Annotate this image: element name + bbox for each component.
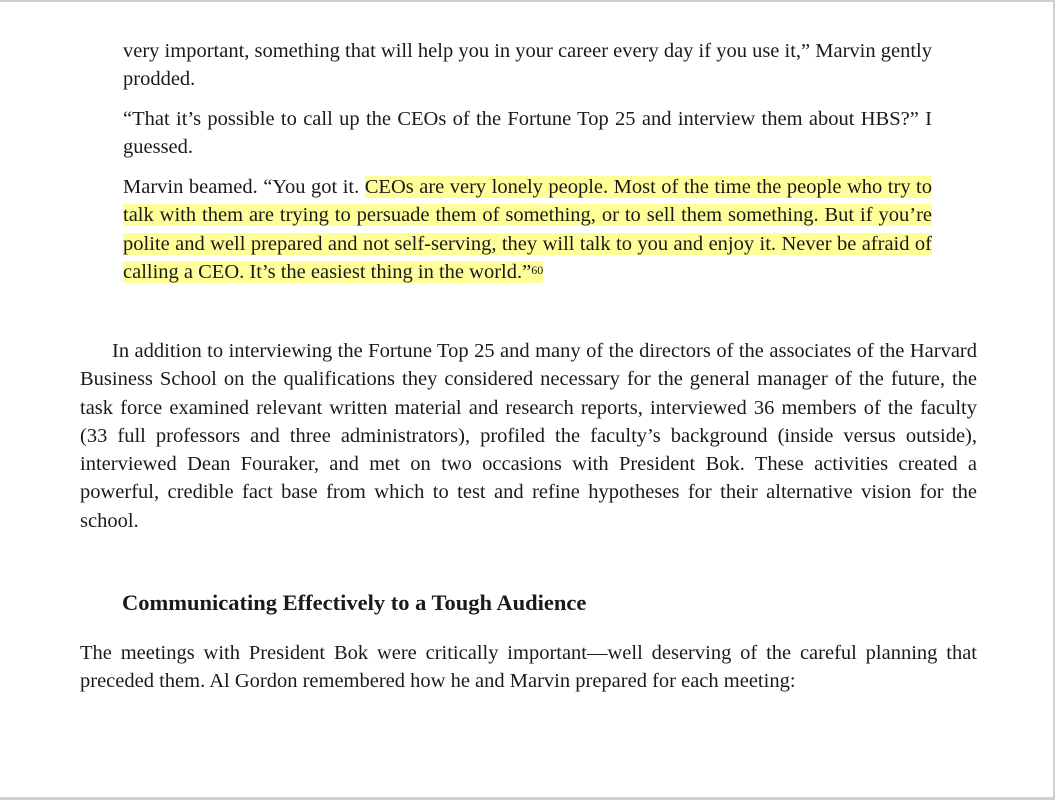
body-paragraph-2: The meetings with President Bok were critically important—well deserving of the careful planning that preceded them. Al Gordon remembered how he and Marvin prepared for each meeting: bbox=[80, 642, 977, 693]
highlighted-text: CEOs are very lonely people. Most of the time the people who try to talk with them are trying to persuade them of something, or to sell them something. But if you’re polite and well prepared and not self-serving, they will talk to you and enjoy it. Never be afraid of calling a CEO. It’s the easiest thing in the world.” bbox=[123, 176, 933, 283]
section-heading: Communicating Effectively to a Tough Audience bbox=[122, 590, 587, 615]
quote-paragraph-1: very important, something that will help you in your career every day if you use it,” Marvin gently prodded. bbox=[123, 40, 932, 91]
quote-lead-text: Marvin beamed. “You got it. bbox=[123, 176, 365, 198]
footnote-marker[interactable]: 60 bbox=[531, 262, 544, 277]
body-paragraph-1: In addition to interviewing the Fortune Top 25 and many of the directors of the associates of the Harvard Business School on the qualifications they considered necessary for the general manager of the future, the task force examined relevant written material and research reports, interviewed 36 members of the faculty (33 full professors and three administrators), profiled the faculty’s background (inside versus outside), interviewed Dean Fouraker, and met on two occasions with President Bok. These activities created a powerful, credible fact base from which to test and refine hypotheses for their alternative vision for the school. bbox=[80, 340, 977, 532]
quote-paragraph-2: “That it’s possible to call up the CEOs of the Fortune Top 25 and interview them about HBS?” I guessed. bbox=[123, 108, 932, 159]
quote-paragraph-3 bbox=[123, 173, 932, 286]
